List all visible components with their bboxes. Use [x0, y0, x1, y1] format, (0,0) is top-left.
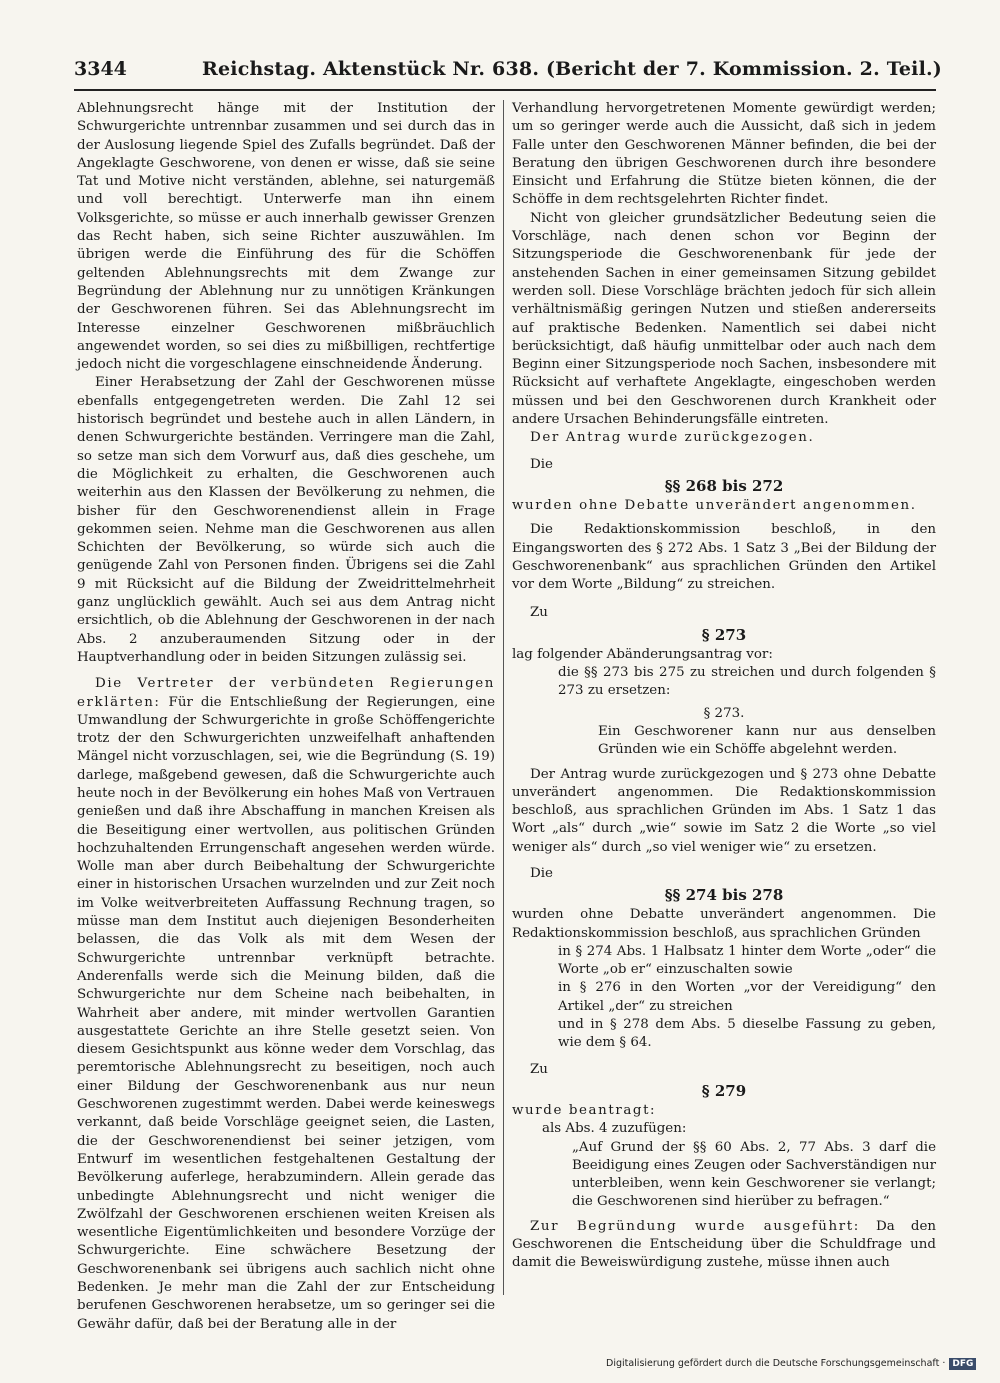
section-heading: §§ 268 bis 272: [664, 476, 784, 495]
section-heading: § 273: [701, 625, 747, 644]
paragraph: wurden ohne Debatte unverändert angenommen.: [512, 497, 917, 513]
paragraph: wurden ohne Debatte unverändert angenommen. Die Redaktionskommission beschloß, aus sprachlichen Gründen: [512, 907, 936, 941]
paragraph-body: Für die Entschließung der Regierungen, eine Umwandlung der Schwurgerichte in große Schöffengerichte trotz der den Schwurgerichten unzweifelhaft anhaftenden Mängel nicht vorzuschlagen, sei, wie die Begründung (S. 19) darlege, maßgebend gewesen, daß die Schwurgerichte auch heute noch in der Bevölkerung ein hohes Maß von Vertrauen genießen und daß ihre Abschaffung in manchen Kreisen als die Beseitigung einer wertvollen, aus politischen Gründen hochzuhaltenden Errungenschaft angesehen werden würde. Wolle man aber durch Beibehaltung der Schwurgerichte einer in historischen Ursachen wurzelnden und zur Zeit noch im Volke weitverbreiteten Auffassung Rechnung tragen, so müsse man dem Institut auch diejenigen Besonderheiten belassen, die das Volk als mit dem Wesen der Schwurgerichte untrennbar verknüpft betrachte. Anderenfalls werde sich die Meinung bilden, daß die Schwurgerichte nur dem Scheine nach beibehalten, in Wahrheit aber andere, mit minder wertvollen Garantien ausgestattete Gerichte an ihre Stelle gesetzt seien. Von diesem Gesichtspunkt aus könne weder dem Vorschlag, das peremtorische Ablehnungsrecht zu beseitigen, noch auch einer Bildung der Geschworenenbank aus nur neun Geschworenen zugestimmt werden. Dabei werde keineswegs verkannt, daß beide Vorschläge geeignet seien, die Lasten, die der Geschworenendienst bei seiner jetzigen, vom Entwurf im wesentlichen festgehaltenen Gestaltung der Bevölkerung auferlege, herabzumindern. Allein gerade das unbedingte Ablehnungsrecht und nicht weniger die Zwölfzahl der Geschworenen erschienen weiten Kreisen als wesentliche Eigentümlichkeiten und besondere Vorzüge der Schwurgerichte. Eine schwächere Besetzung der Geschworenenbank sei übrigens auch sachlich nicht ohne Bedenken. Je mehr man die Zahl der zur Entscheidung berufenen Geschworenen herabsetze, um so geringer sei die Gewähr dafür, daß bei der Beratung alle in der: [77, 694, 495, 1332]
page-number: 3344: [74, 58, 127, 80]
section-intro: Zu: [530, 1061, 548, 1077]
paragraph: Ablehnungsrecht hänge mit der Institution der Schwurgerichte untrennbar zusammen und sei durch das in der Auslosung liegende Spiel des Zufalls begründet. Daß der Angeklagte Geschworene, von denen er wisse, daß sie seine Tat und Motive nicht verständen, ablehne, sei naturgemäß und voll berechtigt. Unterwerfe man ihn einem Volksgerichte, so müsse er auch innerhalb gewisser Grenzen das Recht haben, sich seine Richter auszuwählen. Im übrigen werde die Einführung des für die Schöffen geltenden Ablehnungsrechts mit dem Zwange zur Begründung der Ablehnung nur zu unnötigen Kränkungen der Geschworenen führen. Sei das Ablehnungsrecht im Interesse einzelner Geschworenen mißbräuchlich angewendet worden, so sei dies zu mißbilligen, rechtfertige jedoch nicht die vorgeschlagene einschneidende Änderung.: [77, 101, 495, 373]
left-column: [77, 100, 495, 1334]
credit-text: Digitalisierung gefördert durch die Deutsche Forschungsgemeinschaft ·: [606, 1358, 946, 1369]
paragraph-body: Da den Geschworenen die Entscheidung über die Schuldfrage und damit die Beweiswürdigung zustehe, müsse ihnen auch: [512, 1218, 936, 1271]
paragraph: [77, 675, 495, 1334]
list-item: in § 276 in den Worten „vor der Vereidigung“ den Artikel „der“ zu streichen: [558, 980, 936, 1014]
paragraph: lag folgender Abänderungsantrag vor:: [512, 646, 773, 662]
dfg-logo: DFG: [949, 1358, 976, 1370]
list-item: und in § 278 dem Abs. 5 dieselbe Fassung zu geben, wie dem § 64.: [558, 1017, 936, 1051]
section-intro: Die: [530, 456, 553, 472]
page-header: [74, 58, 942, 84]
paragraph-lead: Zur Begründung wurde ausgeführt:: [530, 1218, 860, 1234]
right-column: [512, 100, 936, 1273]
column-divider: [503, 100, 504, 1295]
paragraph: Einer Herabsetzung der Zahl der Geschworenen müsse ebenfalls entgegengetreten werden. Die Zahl 12 sei historisch begründet und bestehe auch in allen Ländern, in denen Schwurgerichte beständen. Verringere man die Zahl, so setze man sich dem Vorwurf aus, daß dies geschehe, um die Möglichkeit zu erhalten, die Geschworenen auch weiterhin aus den Klassen der Bevölkerung zu nehmen, die bisher für den Geschworenendienst allein in Frage gekommen seien. Nehme man die Geschworenen aus allen Schichten der Bevölkerung, so würde sich auch die genügende Zahl von Personen finden. Übrigens sei die Zahl 9 mit Rücksicht auf die Bildung der Zweidrittelmehrheit ganz unglücklich gewählt. Auch sei aus dem Antrag nicht ersichtlich, ob die Ablehnung der Geschworenen in der nach Abs. 2 anzuberaumenden Sitzung oder in der Hauptverhandlung oder in beiden Sitzungen zulässig sei.: [77, 375, 495, 665]
header-rule: [74, 89, 936, 91]
paragraph: Nicht von gleicher grundsätzlicher Bedeutung seien die Vorschläge, nach denen schon vor Beginn der Sitzungsperiode die Geschworenenbank für jede der anstehenden Sachen in einer gemeinsamen Sitzung gebildet werden soll. Diese Vorschläge brächten jedoch für sich allein verhältnismäßig geringen Nutzen und stießen andererseits auf praktische Bedenken. Namentlich sei dabei nicht berücksichtigt, daß häufig unmittelbar oder auch nach dem Beginn einer Sitzungsperiode noch Sachen, insbesondere mit Rücksicht auf verhaftete Angeklagte, eingeschoben werden müssen und bei den Geschworenen durch Krankheit oder andere Ursachen Behinderungsfälle eintreten.: [512, 210, 936, 428]
quoted-motion: die §§ 273 bis 275 zu streichen und durch folgenden § 273 zu ersetzen:: [558, 665, 936, 699]
section-intro: Die: [530, 865, 553, 881]
paragraph: wurde beantragt:: [512, 1102, 657, 1118]
paragraph: als Abs. 4 zuzufügen:: [542, 1121, 687, 1137]
section-heading: § 279: [701, 1081, 747, 1100]
paragraph: Die Redaktionskommission beschloß, in den Eingangsworten des § 272 Abs. 1 Satz 3 „Bei der Bildung der Geschworenenbank“ aus sprachlichen Gründen den Artikel vor dem Worte „Bildung“ zu streichen.: [512, 522, 936, 593]
paragraph: Der Antrag wurde zurückgezogen.: [530, 430, 815, 446]
paragraph: Verhandlung hervorgetretenen Momente gewürdigt werden; um so geringer werde auch die Aussicht, daß sich in jedem Falle unter den Geschworenen Männer befinden, die bei der Beratung den übrigen Geschworenen durch ihre besondere Einsicht und Erfahrung die Stütze bieten können, die der Schöffe in dem rechtsgelehrten Richter findet.: [512, 101, 936, 208]
section-intro: Zu: [530, 605, 548, 621]
paragraph: [512, 1218, 936, 1273]
quoted-motion: „Auf Grund der §§ 60 Abs. 2, 77 Abs. 3 darf die Beeidigung eines Zeugen oder Sachverständigen nur unterbleiben, wenn kein Geschworener sie verlangt; die Geschworenen sind hierüber zu befragen.“: [572, 1139, 936, 1210]
quoted-section-number: § 273.: [703, 705, 745, 721]
paragraph: Der Antrag wurde zurückgezogen und § 273 ohne Debatte unverändert angenommen. Die Redaktionskommission beschloß, aus sprachlichen Gründen im Abs. 1 Satz 1 das Wort „als“ durch „wie“ sowie im Satz 2 die Worte „so viel weniger als“ durch „so viel weniger wie“ zu ersetzen.: [512, 766, 936, 855]
quoted-section-text: Ein Geschworener kann nur aus denselben Gründen wie ein Schöffe abgelehnt werden.: [598, 723, 936, 758]
digitization-credit: [606, 1358, 976, 1370]
list-item: in § 274 Abs. 1 Halbsatz 1 hinter dem Worte „oder“ die Worte „ob er“ einzuschalten sowie: [558, 943, 936, 978]
paragraph-lead: Die Vertreter der verbündeten Regierungen erklärten:: [77, 676, 495, 710]
section-heading: §§ 274 bis 278: [664, 886, 784, 905]
running-title: Reichstag. Aktenstück Nr. 638. (Bericht der 7. Kommission. 2. Teil.): [202, 58, 942, 80]
